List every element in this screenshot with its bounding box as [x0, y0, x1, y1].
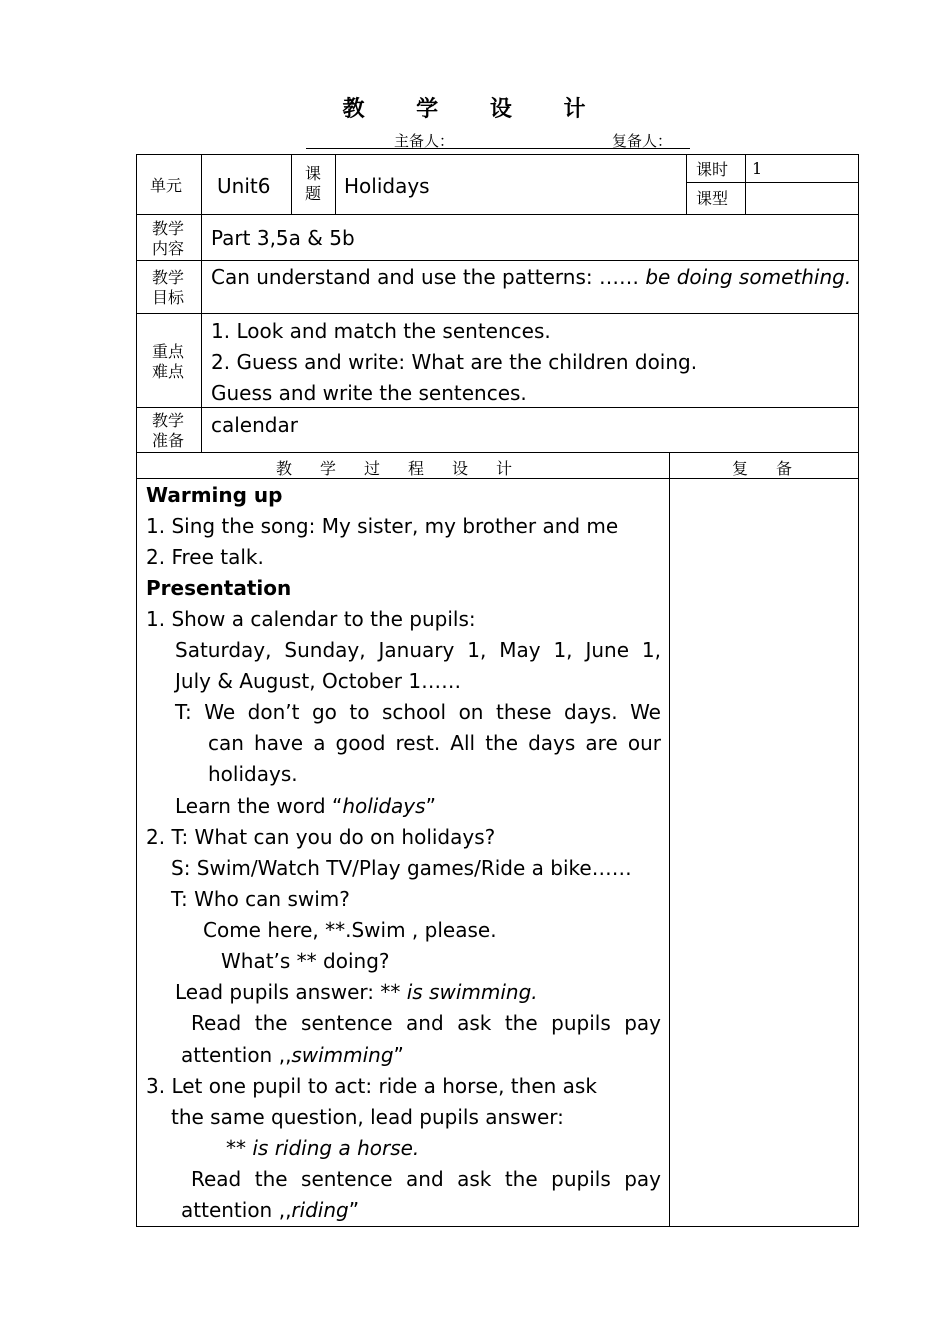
preparation-label: 教学准备: [151, 411, 184, 450]
process-line: What’s ** doing?: [221, 949, 390, 973]
topic-value: Holidays: [344, 174, 430, 198]
key-point-1: 1. Look and match the sentences.: [211, 319, 551, 343]
period-label: 课时: [696, 160, 729, 179]
period-value: 1: [752, 159, 763, 178]
process-line: T: We don’t go to school on these days. We: [175, 700, 661, 724]
unit-label: 单元: [150, 176, 183, 195]
process-line: 3. Let one pupil to act: ride a horse, then ask: [146, 1074, 597, 1098]
content-label: 教学内容: [151, 219, 184, 258]
process-line: attention ‚‚riding”: [181, 1198, 360, 1222]
process-line: holidays.: [208, 762, 298, 786]
assistant-preparer-label: 复备人：: [612, 132, 673, 150]
process-line: T: Who can swim?: [171, 887, 350, 911]
process-line: 2. Free talk.: [146, 545, 264, 569]
preparers-line: [306, 130, 690, 149]
process-line: 2. T: What can you do on holidays?: [146, 825, 496, 849]
lesson-type-label: 课型: [696, 189, 729, 208]
process-line: July & August, October 1……: [175, 669, 462, 693]
process-header: 教学过程设计: [276, 459, 541, 478]
process-line: Lead pupils answer: ** is swimming.: [175, 980, 538, 1004]
key-point-2: 2. Guess and write: What are the children doing.: [211, 350, 698, 374]
process-line: can have a good rest. All the days are our: [208, 731, 661, 755]
process-line: Saturday, Sunday, January 1, May 1, June 1,: [175, 638, 661, 662]
process-line: Read the sentence and ask the pupils pay: [191, 1011, 661, 1035]
process-line: Learn the word “holidays”: [175, 794, 436, 818]
objective-value: Can understand and use the patterns: …… be doing something.: [211, 265, 852, 289]
process-line: the same question, lead pupils answer:: [171, 1105, 564, 1129]
process-line: S: Swim/Watch TV/Play games/Ride a bike……: [171, 856, 632, 880]
warming-up-title: Warming up: [146, 483, 283, 507]
process-line: Come here, **.Swim , please.: [203, 918, 497, 942]
process-line: ** is riding a horse.: [226, 1136, 420, 1160]
presentation-title: Presentation: [146, 576, 292, 600]
preparation-value: calendar: [211, 413, 298, 437]
topic-label: 课题: [304, 164, 321, 203]
main-preparer-label: 主备人：: [394, 132, 455, 150]
document-title: 教 学 设 计: [342, 96, 608, 122]
review-header: 复备: [732, 459, 821, 478]
process-line: 1. Show a calendar to the pupils:: [146, 607, 476, 631]
process-line: Read the sentence and ask the pupils pay: [191, 1167, 661, 1191]
key-point-3: Guess and write the sentences.: [211, 381, 527, 405]
unit-value: Unit6: [217, 174, 271, 198]
objective-label: 教学目标: [151, 268, 184, 307]
process-line: attention ‚‚swimming”: [181, 1043, 404, 1067]
process-line: 1. Sing the song: My sister, my brother and me: [146, 514, 619, 538]
key-points-label: 重点难点: [151, 342, 184, 381]
content-value: Part 3,5a & 5b: [211, 226, 355, 250]
